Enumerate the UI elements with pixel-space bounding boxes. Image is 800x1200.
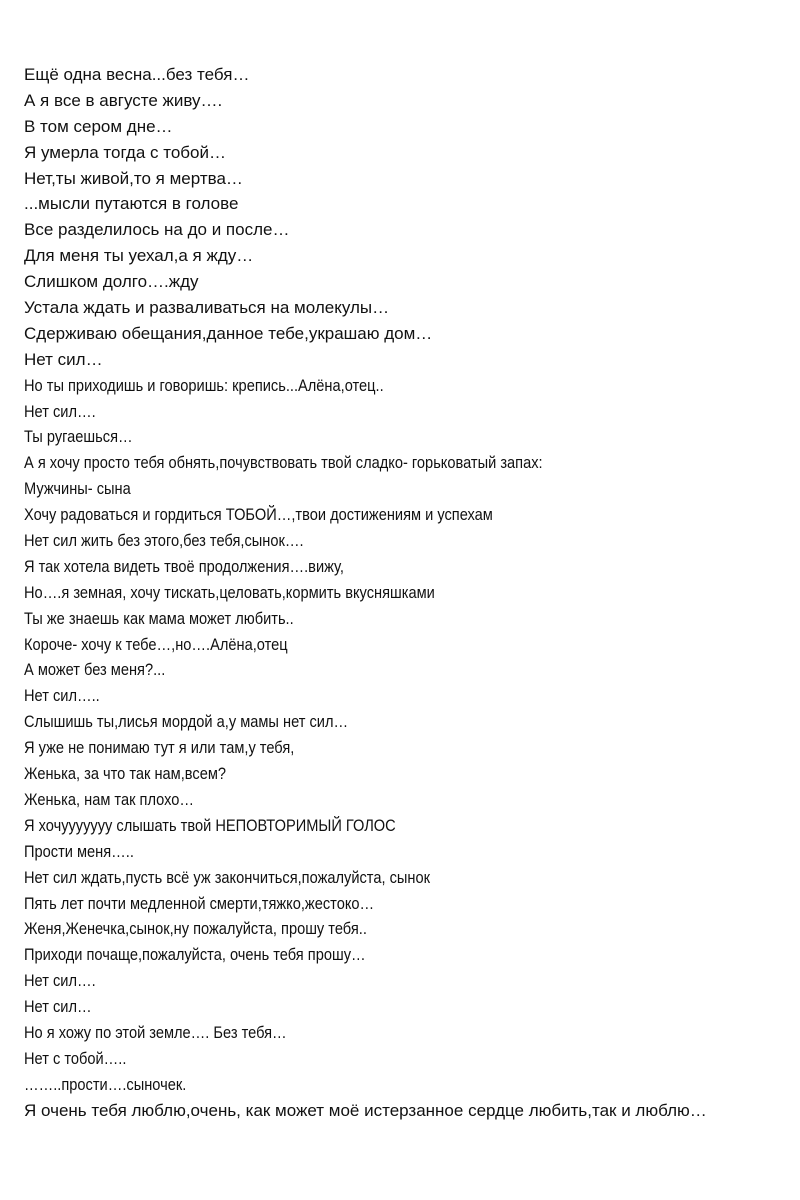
text-line: Я уже не понимаю тут я или там,у тебя, bbox=[24, 738, 295, 758]
text-line: Нет сил… bbox=[24, 349, 103, 369]
text-line: Приходи почаще,пожалуйста, очень тебя прошу… bbox=[24, 945, 366, 965]
text-line: А может без меня?... bbox=[24, 660, 166, 680]
text-line: Короче- хочу к тебе…,но….Алёна,отец bbox=[24, 634, 288, 654]
text-line: Женя,Женечка,сынок,ну пожалуйста, прошу тебя.. bbox=[24, 919, 367, 939]
text-line: Нет сил… bbox=[24, 997, 92, 1017]
text-line: Сдерживаю обещания,данное тебе,украшаю дом… bbox=[24, 323, 433, 343]
text-line: Ещё одна весна...без тебя… bbox=[24, 65, 250, 84]
text-line: Нет сил жить без этого,без тебя,сынок…. bbox=[24, 531, 304, 551]
text-line: Устала ждать и разваливаться на молекулы… bbox=[24, 298, 390, 318]
text-line: А я все в августе живу…. bbox=[24, 90, 223, 110]
text-line: Хочу радоваться и гордиться ТОБОЙ…,твои достижениям и успехам bbox=[24, 505, 493, 525]
text-line: Нет сил…. bbox=[24, 971, 96, 991]
text-line: Пять лет почти медленной смерти,тяжко,жестоко… bbox=[24, 893, 375, 913]
text-line: Я умерла тогда с тобой… bbox=[24, 142, 226, 162]
text-line: Ты же знаешь как мама может любить.. bbox=[24, 608, 294, 628]
text-line: Но ты приходишь и говоришь: крепись...Алёна,отец.. bbox=[24, 375, 384, 395]
text-line: Я так хотела видеть твоё продолжения….вижу, bbox=[24, 556, 344, 576]
text-line: ...мысли путаются в голове bbox=[24, 194, 239, 214]
text-line: Женька, за что так нам,всем? bbox=[24, 764, 227, 784]
text-line: Нет сил ждать,пусть всё уж закончиться,пожалуйста, сынок bbox=[24, 867, 431, 887]
text-line: Нет сил….. bbox=[24, 686, 100, 706]
text-line: Слишком долго….жду bbox=[24, 272, 199, 292]
text-line: Ты ругаешься… bbox=[24, 427, 133, 447]
text-line: А я хочу просто тебя обнять,почувствовать твой сладко- горьковатый запах: bbox=[24, 453, 543, 473]
text-line: Нет,ты живой,то я мертва… bbox=[24, 168, 243, 188]
text-line: Я хочууууууу слышать твой НЕПОВТОРИМЫЙ ГОЛОС bbox=[24, 815, 396, 835]
text-line: Нет сил…. bbox=[24, 401, 96, 421]
text-line: Прости меня….. bbox=[24, 841, 134, 861]
text-line: Мужчины- сына bbox=[24, 479, 131, 499]
text-line: Но….я земная, хочу тискать,целовать,кормить вкусняшками bbox=[24, 582, 435, 602]
text-line: Но я хожу по этой земле…. Без тебя… bbox=[24, 1022, 287, 1042]
text-line: ……..прости….сыночек. bbox=[24, 1074, 187, 1094]
text-line: Все разделилось на до и после… bbox=[24, 220, 290, 240]
text-line: Слышишь ты,лисья мордой а,у мамы нет сил… bbox=[24, 712, 349, 732]
document-body bbox=[24, 62, 800, 1124]
text-line: Женька, нам так плохо… bbox=[24, 789, 195, 809]
text-line: Нет с тобой….. bbox=[24, 1048, 127, 1068]
text-line: Я очень тебя люблю,очень, как может моё истерзанное сердце любить,так и люблю… bbox=[24, 1100, 707, 1120]
text-line: Для меня ты уехал,а я жду… bbox=[24, 246, 254, 266]
text-line: В том сером дне… bbox=[24, 116, 173, 136]
